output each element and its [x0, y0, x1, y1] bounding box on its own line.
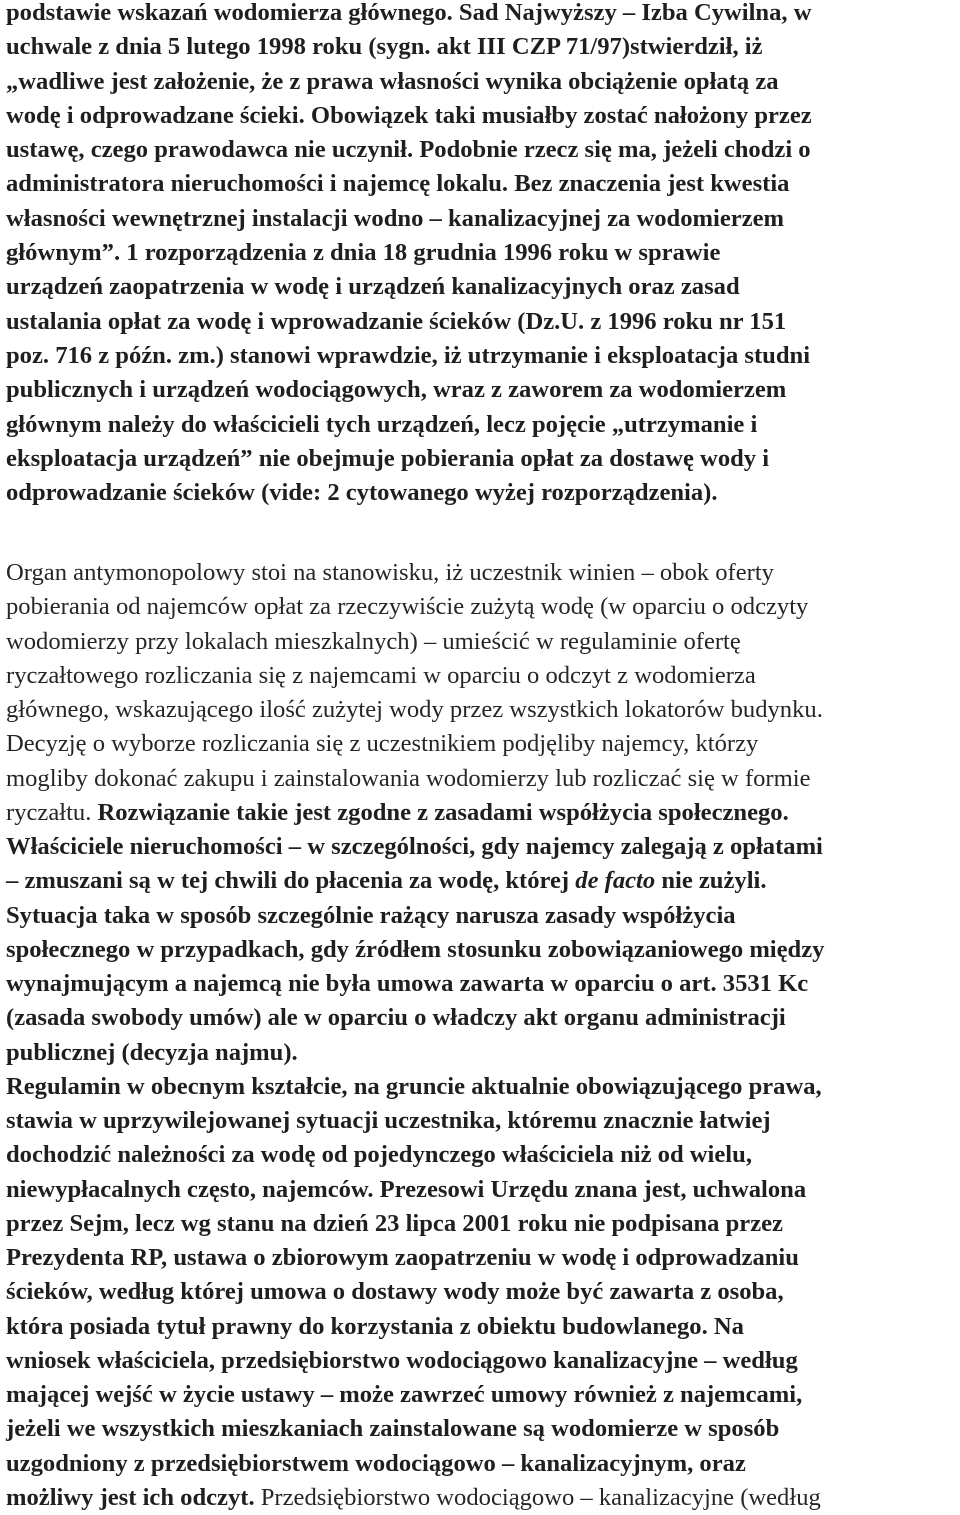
- text-run: ryczałtu.: [6, 798, 98, 826]
- text-line: [6, 65, 958, 99]
- text-run: Prezydenta RP, ustawa o zbiorowym zaopatrzeniu w wodę i odprowadzaniu: [6, 1244, 799, 1271]
- text-line: [6, 1104, 958, 1138]
- text-line: [6, 99, 958, 133]
- text-line: [6, 1241, 958, 1275]
- text-run: publicznej (decyzja najmu).: [6, 1038, 298, 1066]
- text-line: [6, 625, 958, 659]
- text-line: [6, 339, 958, 373]
- text-run: Właściciele nieruchomości – w szczególności, gdy najemcy zalegają z opłatami: [6, 833, 823, 860]
- text-line: [6, 270, 958, 304]
- text-run: społecznego w przypadkach, gdy źródłem stosunku zobowiązaniowego między: [6, 935, 825, 963]
- text-run: dochodzić należności za wodę od pojedynczego właściciela niż od wielu,: [6, 1141, 752, 1169]
- text-run: publicznych i urządzeń wodociągowych, wraz z zaworem za wodomierzem: [6, 376, 787, 404]
- text-run: (zasada swobody umów) ale w oparciu o władczy akt organu administracji: [6, 1004, 786, 1032]
- text-run: de facto: [575, 867, 656, 895]
- text-line: [6, 1173, 958, 1207]
- text-line: [6, 1447, 958, 1481]
- text-run: przez Sejm, lecz wg stanu na dzień 23 lipca 2001 roku nie podpisana przez: [6, 1209, 783, 1237]
- text-line: [6, 556, 958, 590]
- text-line: [6, 133, 958, 167]
- text-line: [6, 476, 958, 510]
- text-line: [6, 1036, 958, 1070]
- text-line: [6, 202, 958, 236]
- text-line: [6, 762, 958, 796]
- text-line: [6, 1070, 958, 1104]
- text-run: wynajmującym a najemcą nie była umowa zawarta w oparciu o art. 3531 Kc: [6, 970, 809, 997]
- text-line: [6, 590, 958, 624]
- text-run: ustawę, czego prawodawca nie uczynił. Podobnie rzecz się ma, jeżeli chodzi o: [6, 136, 811, 164]
- text-run: głównego, wskazującego ilość zużytej wody przez wszystkich lokatorów budynku.: [6, 696, 823, 723]
- text-run: Decyzję o wyborze rozliczania się z uczestnikiem podjęliby najemcy, którzy: [6, 730, 759, 758]
- text-run: ryczałtowego rozliczania się z najemcami w oparciu o odczyt z wodomierza: [6, 661, 756, 689]
- text-run: możliwy jest ich odczyt.: [6, 1483, 255, 1511]
- text-run: ścieków, według której umowa o dostawy wody może być zawarta z osoba,: [6, 1278, 784, 1306]
- text-line: [6, 659, 958, 693]
- text-line: [6, 1412, 958, 1446]
- text-line: [6, 727, 958, 761]
- text-run: mogliby dokonać zakupu i zainstalowania wodomierzy lub rozliczać się w formie: [6, 764, 811, 792]
- text-run: eksploatacja urządzeń” nie obejmuje pobierania opłat za dostawę wody i: [6, 444, 770, 472]
- text-line: [6, 236, 958, 270]
- text-line: [6, 967, 958, 1001]
- text-run: która posiada tytuł prawny do korzystania z obiektu budowlanego. Na: [6, 1312, 744, 1340]
- text-run: pobierania od najemców opłat za rzeczywiście zużytą wodę (w oparciu o odczyty: [6, 593, 809, 621]
- text-run: mającej wejść w życie ustawy – może zawrzeć umowy również z najemcami,: [6, 1381, 803, 1408]
- text-run: niewypłacalnych często, najemców. Prezesowi Urzędu znana jest, uchwalona: [6, 1175, 807, 1203]
- text-run: „wadliwe jest założenie, że z prawa własności wynika obciążenie opłatą za: [6, 67, 779, 95]
- text-line: [6, 796, 958, 830]
- text-line: [6, 0, 958, 30]
- text-run: wodę i odprowadzane ścieki. Obowiązek taki musiałby zostać nałożony przez: [6, 101, 812, 129]
- text-run: uchwale z dnia 5 lutego 1998 roku (sygn. akt III CZP 71/97)stwierdził, iż: [6, 33, 763, 61]
- text-run: poz. 716 z późn. zm.) stanowi wprawdzie, iż utrzymanie i eksploatacja studni: [6, 341, 811, 369]
- text-run: uzgodniony z przedsiębiorstwem wodociągowo – kanalizacyjnym, oraz: [6, 1449, 746, 1477]
- text-run: Organ antymonopolowy stoi na stanowisku, iż uczestnik winien – obok oferty: [6, 559, 774, 586]
- text-line: [6, 1481, 958, 1515]
- text-run: wniosek właściciela, przedsiębiorstwo wodociągowo kanalizacyjne – według: [6, 1346, 798, 1374]
- text-line: [6, 373, 958, 407]
- paragraph-antimonopoly-position: [6, 556, 958, 1515]
- text-run: stawia w uprzywilejowanej sytuacji uczestnika, któremu znacznie łatwiej: [6, 1107, 771, 1134]
- text-run: wodomierzy przy lokalach mieszkalnych) – umieścić w regulaminie ofertę: [6, 627, 741, 655]
- text-line: [6, 693, 958, 727]
- text-run: – zmuszani są w tej chwili do płacenia za wodę, której: [6, 867, 576, 895]
- paragraph-court-ruling: [6, 0, 958, 510]
- text-line: [6, 305, 958, 339]
- text-line: [6, 30, 958, 64]
- text-run: nie zużyli.: [655, 867, 767, 895]
- text-line: [6, 1001, 958, 1035]
- text-run: urządzeń zaopatrzenia w wodę i urządzeń kanalizacyjnych oraz zasad: [6, 273, 740, 301]
- text-line: [6, 1275, 958, 1309]
- text-run: jeżeli we wszystkich mieszkaniach zainstalowane są wodomierze w sposób: [6, 1415, 780, 1443]
- text-run: podstawie wskazań wodomierza głównego. Sad Najwyższy – Izba Cywilna, w: [6, 0, 812, 26]
- text-run: Sytuacja taka w sposób szczególnie rażący narusza zasady współżycia: [6, 901, 736, 929]
- text-line: [6, 899, 958, 933]
- text-line: [6, 167, 958, 201]
- text-line: [6, 933, 958, 967]
- text-run: Przedsiębiorstwo wodociągowo – kanalizacyjne (według: [254, 1483, 821, 1511]
- text-line: [6, 1310, 958, 1344]
- text-run: Regulamin w obecnym kształcie, na gruncie aktualnie obowiązującego prawa,: [6, 1072, 822, 1100]
- text-line: [6, 1378, 958, 1412]
- text-run: odprowadzanie ścieków (vide: 2 cytowanego wyżej rozporządzenia).: [6, 479, 718, 507]
- text-run: Rozwiązanie takie jest zgodne z zasadami współżycia społecznego.: [97, 798, 789, 826]
- text-run: głównym należy do właścicieli tych urządzeń, lecz pojęcie „utrzymanie i: [6, 410, 758, 438]
- text-run: ustalania opłat za wodę i wprowadzanie ścieków (Dz.U. z 1996 roku nr 151: [6, 307, 787, 335]
- text-run: własności wewnętrznej instalacji wodno – kanalizacyjnej za wodomierzem: [6, 204, 785, 232]
- text-line: [6, 864, 958, 898]
- text-line: [6, 1207, 958, 1241]
- text-run: głównym”. 1 rozporządzenia z dnia 18 grudnia 1996 roku w sprawie: [6, 239, 721, 267]
- text-line: [6, 830, 958, 864]
- text-line: [6, 1138, 958, 1172]
- text-line: [6, 408, 958, 442]
- text-line: [6, 442, 958, 476]
- text-run: administratora nieruchomości i najemcę lokalu. Bez znaczenia jest kwestia: [6, 170, 790, 198]
- text-line: [6, 1344, 958, 1378]
